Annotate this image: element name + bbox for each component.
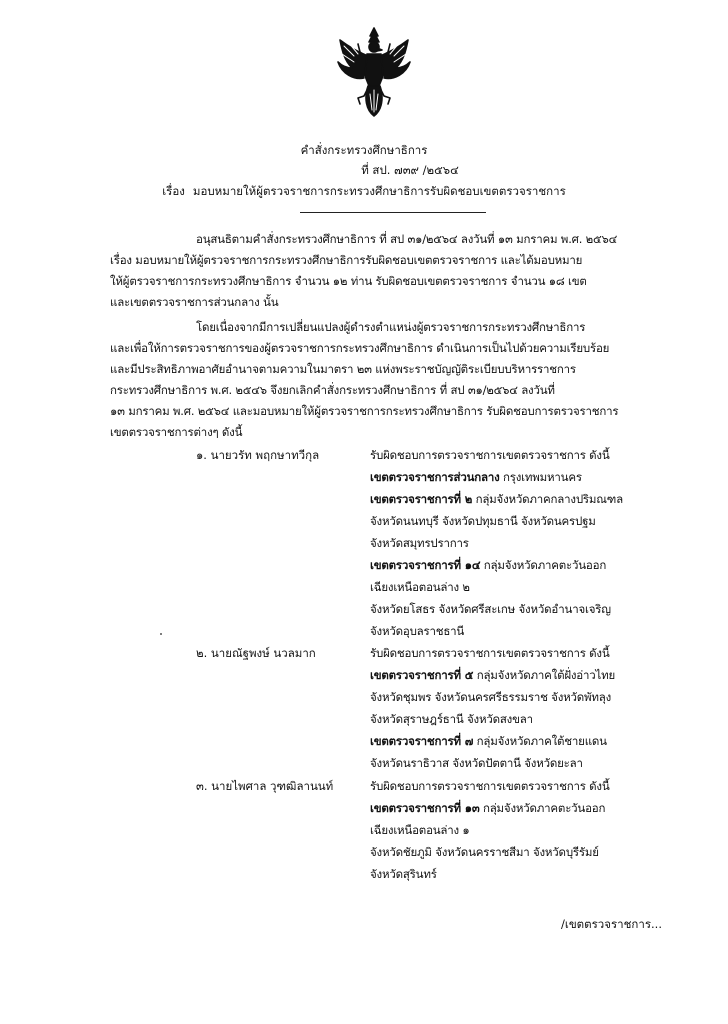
duty-line: [370, 491, 623, 507]
paragraph1-line: อนุสนธิตามคำสั่งกระทรวงศึกษาธิการ ที่ สป ๓๑/๒๕๖๔ ลงวันที่ ๑๓ มกราคม พ.ศ. ๒๕๖๔: [196, 232, 618, 246]
paragraph2-line: กระทรวงศึกษาธิการ พ.ศ. ๒๕๔๖ จึงยกเลิกคำสั่งกระทรวงศึกษาธิการ ที่ สป ๓๑/๒๕๖๔ ลงวันที่: [110, 383, 555, 397]
duty-line: [370, 579, 470, 595]
duty-line: [370, 778, 610, 794]
duty-text: กลุ่มจังหวัดภาคกลางปริมณฑล: [472, 492, 623, 506]
duty-line: [370, 623, 464, 639]
duty-text: กรุงเทพมหานคร: [499, 470, 582, 484]
zone-label: เขตตรวจราชการส่วนกลาง: [370, 470, 500, 484]
subject-line: [0, 183, 728, 199]
subject-text: มอบหมายให้ผู้ตรวจราชการกระทรวงศึกษาธิการรับผิดชอบเขตตรวจราชการ: [192, 184, 566, 198]
zone-label: เขตตรวจราชการที่ ๕: [370, 668, 474, 682]
duty-line: [370, 822, 470, 838]
duty-text: จังหวัดนราธิวาส จังหวัดปัตตานี จังหวัดยะลา: [370, 756, 583, 770]
duty-text: รับผิดชอบการตรวจราชการเขตตรวจราชการ ดังนี้: [370, 646, 610, 660]
subject-label: เรื่อง: [162, 184, 185, 198]
duty-text: จังหวัดชัยภูมิ จังหวัดนครราชสีมา จังหวัดบุรีรัมย์: [370, 845, 599, 859]
duty-text: รับผิดชอบการตรวจราชการเขตตรวจราชการ ดังนี้: [370, 779, 610, 793]
duty-text: กลุ่มจังหวัดภาคใต้ฝั่งอ่าวไทย: [473, 668, 616, 682]
duty-text: กลุ่มจังหวัดภาคใต้ชายแดน: [473, 734, 607, 748]
duty-line: [370, 689, 611, 705]
duty-line: [370, 711, 533, 727]
duty-text: เฉียงเหนือตอนล่าง ๑: [370, 823, 470, 837]
duty-line: [370, 557, 606, 573]
duty-line: [370, 733, 607, 749]
duty-line: [370, 755, 583, 771]
duty-line: [370, 513, 596, 529]
assignee-name: ๑. นายวรัท พฤกษาทวีกุล: [196, 448, 320, 462]
order-title: คำสั่งกระทรวงศึกษาธิการ: [300, 143, 428, 157]
title-divider: [300, 212, 486, 213]
paragraph2-line: ๑๓ มกราคม พ.ศ. ๒๕๖๔ และมอบหมายให้ผู้ตรวจราชการกระทรวงศึกษาธิการ รับผิดชอบการตรวจราชการ: [110, 404, 619, 418]
zone-label: เขตตรวจราชการที่ ๗: [370, 734, 474, 748]
zone-label: เขตตรวจราชการที่ ๑๓: [370, 801, 480, 815]
garuda-emblem-icon: [334, 26, 414, 118]
paragraph1-line: ให้ผู้ตรวจราชการกระทรวงศึกษาธิการ จำนวน ๑๒ ท่าน รับผิดชอบเขตตรวจราชการ จำนวน ๑๘ เขต: [110, 274, 587, 288]
duty-text: จังหวัดสุรินทร์: [370, 867, 437, 881]
duty-text: จังหวัดสุราษฎร์ธานี จังหวัดสงขลา: [370, 712, 533, 726]
duty-line: [370, 469, 582, 485]
duty-line: [370, 447, 610, 463]
assignee-name: ๒. นายณัฐพงษ์ นวลมาก: [196, 646, 316, 660]
duty-text: เฉียงเหนือตอนล่าง ๒: [370, 580, 470, 594]
paragraph2-line: และมีประสิทธิภาพอาศัยอำนาจตามความในมาตรา ๒๓ แห่งพระราชบัญญัติระเบียบบริหารราชการ: [110, 362, 576, 376]
paragraph1-line: เรื่อง มอบหมายให้ผู้ตรวจราชการกระทรวงศึกษาธิการรับผิดชอบเขตตรวจราชการ และได้มอบหมาย: [110, 253, 583, 267]
duty-line: [370, 601, 611, 617]
continued-marker: /เขตตรวจราชการ...: [561, 917, 662, 931]
paragraph2-line: โดยเนื่องจากมีการเปลี่ยนแปลงผู้ดำรงตำแหน่งผู้ตรวจราชการกระทรวงศึกษาธิการ: [196, 320, 586, 334]
assignee-name: ๓. นายไพศาล วุฑฒิลานนท์: [196, 779, 334, 793]
duty-text: กลุ่มจังหวัดภาคตะวันออก: [479, 801, 606, 815]
scan-speck: [160, 633, 162, 635]
duty-text: รับผิดชอบการตรวจราชการเขตตรวจราชการ ดังนี้: [370, 448, 610, 462]
zone-label: เขตตรวจราชการที่ ๑๔: [370, 558, 481, 572]
duty-text: จังหวัดสมุทรปราการ: [370, 536, 469, 550]
duty-text: กลุ่มจังหวัดภาคตะวันออก: [480, 558, 607, 572]
order-number: ที่ สป. ๗๓๙ /๒๕๖๔: [361, 163, 459, 177]
duty-line: [370, 800, 605, 816]
paragraph2-line: และเพื่อให้การตรวจราชการของผู้ตรวจราชการกระทรวงศึกษาธิการ ดำเนินการเป็นไปด้วยความเรียบร้อย: [110, 341, 610, 355]
duty-line: [370, 866, 437, 882]
duty-text: จังหวัดชุมพร จังหวัดนครศรีธรรมราช จังหวัดพัทลุง: [370, 690, 612, 704]
duty-line: [370, 844, 599, 860]
duty-text: จังหวัดอุบลราชธานี: [370, 624, 465, 638]
duty-line: [370, 667, 615, 683]
duty-text: จังหวัดยโสธร จังหวัดศรีสะเกษ จังหวัดอำนาจเจริญ: [370, 602, 611, 616]
duty-line: [370, 645, 610, 661]
duty-text: จังหวัดนนทบุรี จังหวัดปทุมธานี จังหวัดนครปฐม: [370, 514, 596, 528]
paragraph1-line: และเขตตรวจราชการส่วนกลาง นั้น: [110, 295, 279, 309]
paragraph2-line: เขตตรวจราชการต่างๆ ดังนี้: [110, 425, 243, 439]
zone-label: เขตตรวจราชการที่ ๒: [370, 492, 473, 506]
duty-line: [370, 535, 469, 551]
